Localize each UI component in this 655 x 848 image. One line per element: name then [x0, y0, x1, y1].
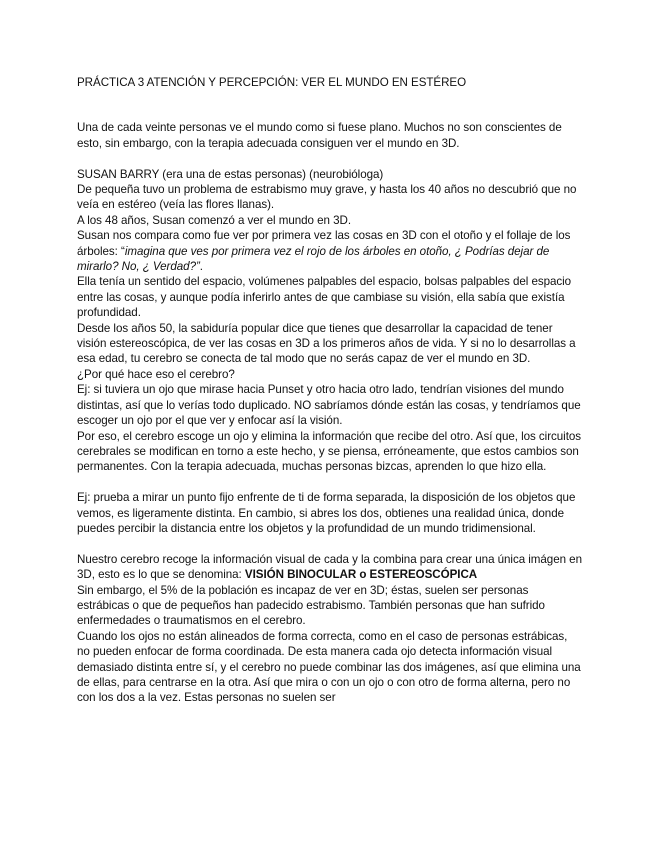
susan-quote: imagina que ves por primera vez el rojo de los árboles en otoño, ¿ Podrías dejar de mirarlo? No, ¿ Verdad?”	[77, 244, 550, 274]
susan-heading: SUSAN BARRY (era una de estas personas) (neurobióloga)	[77, 167, 384, 181]
binocular-paragraph	[77, 552, 583, 583]
susan-quote-lead: Susan nos compara como fue ver por primera vez las cosas en 3D con el otoño y el follaje de los árboles: “	[77, 229, 571, 258]
intro-paragraph: Una de cada veinte personas ve el mundo como si fuese plano. Muchos no son conscientes de esto, sin embargo, con la terapia adecuada consiguen ver el mundo en 3D.	[77, 121, 562, 150]
population-paragraph: Sin embargo, el 5% de la población es incapaz de ver en 3D; éstas, suelen ser personas estrábicas o que de pequeños han padecido estrabismo. También personas que han sufrido enfermedades o traumatismos en el cerebro.	[77, 583, 545, 628]
binocular-term: VISIÓN BINOCULAR o ESTEREOSCÓPICA	[244, 568, 478, 582]
susan-paragraph-2: A los 48 años, Susan comenzó a ver el mundo en 3D.	[77, 213, 351, 227]
example-1-paragraph: Ej: si tuviera un ojo que mirase hacia Punset y otro hacia otro lado, tendrían visiones del mundo distintas, así que lo verías todo duplicado. NO sabríamos dónde están las cosas, y tendríamos que escoger un ojo por el que ver y enfocar así la visión.	[77, 383, 581, 428]
document-body	[77, 75, 583, 706]
example-2-paragraph: Ej: prueba a mirar un punto fijo enfrente de ti de forma separada, la disposición de los objetos que vemos, es ligeramente distinta. En cambio, si abres los dos, obtienes una realidad única, donde puedes percibir la distancia entre los objetos y la profundidad de un mundo tridimensional.	[77, 491, 576, 535]
explanation-paragraph: Por eso, el cerebro escoge un ojo y elimina la información que recibe del otro. Así que, los circuitos cerebrales se modifican en torno a este hecho, y se piensa, erróneamente, que estos cambios son permanentes. Con la terapia adecuada, muchas personas bizcas, aprenden lo que hizo ella.	[77, 429, 582, 474]
spacer	[77, 536, 583, 551]
document-title: PRÁCTICA 3 ATENCIÓN Y PERCEPCIÓN: VER EL MUNDO EN ESTÉREO	[77, 76, 467, 89]
susan-paragraph-5: Desde los años 50, la sabiduría popular dice que tienes que desarrollar la capacidad de tener visión estereoscópica, de ver las cosas en 3D a los primeros años de vida. Y si no lo desarrollas a esa edad, tu cerebro se conecta de tal modo que no serás capaz de ver el mundo en 3D.	[77, 321, 576, 366]
susan-paragraph-3	[77, 228, 583, 274]
spacer	[77, 475, 583, 490]
susan-paragraph-4: Ella tenía un sentido del espacio, volúmenes palpables del espacio, bolsas palpables del espacio entre las cosas, y aunque podía inferirlo antes de que cambiase su visión, ella sabía que existía profundidad.	[77, 275, 572, 320]
susan-paragraph-1: De pequeña tuvo un problema de estrabismo muy grave, y hasta los 40 años no descubrió que no veía en estéreo (veía las flores llanas).	[77, 183, 577, 212]
question-line: ¿Por qué hace eso el cerebro?	[77, 367, 235, 381]
misaligned-paragraph: Cuando los ojos no están alineados de forma correcta, como en el caso de personas estrábicas, no pueden enfocar de forma coordinada. De esta manera cada ojo detecta información visual demasiado distinta entre sí, y el cerebro no puede combinar las dos imágenes, así que elimina una de ellas, para centrarse en la otra. Así que mira o con un ojo o con otro de forma alterna, pero no con los dos a la vez. Estas personas no suelen ser	[77, 629, 581, 705]
spacer	[77, 151, 583, 166]
binocular-lead: Nuestro cerebro recoge la información visual de cada y la combina para crear una única imágen en 3D, esto es lo que se denomina:	[77, 552, 582, 582]
susan-quote-tail: .	[199, 260, 203, 274]
spacer	[77, 90, 583, 120]
